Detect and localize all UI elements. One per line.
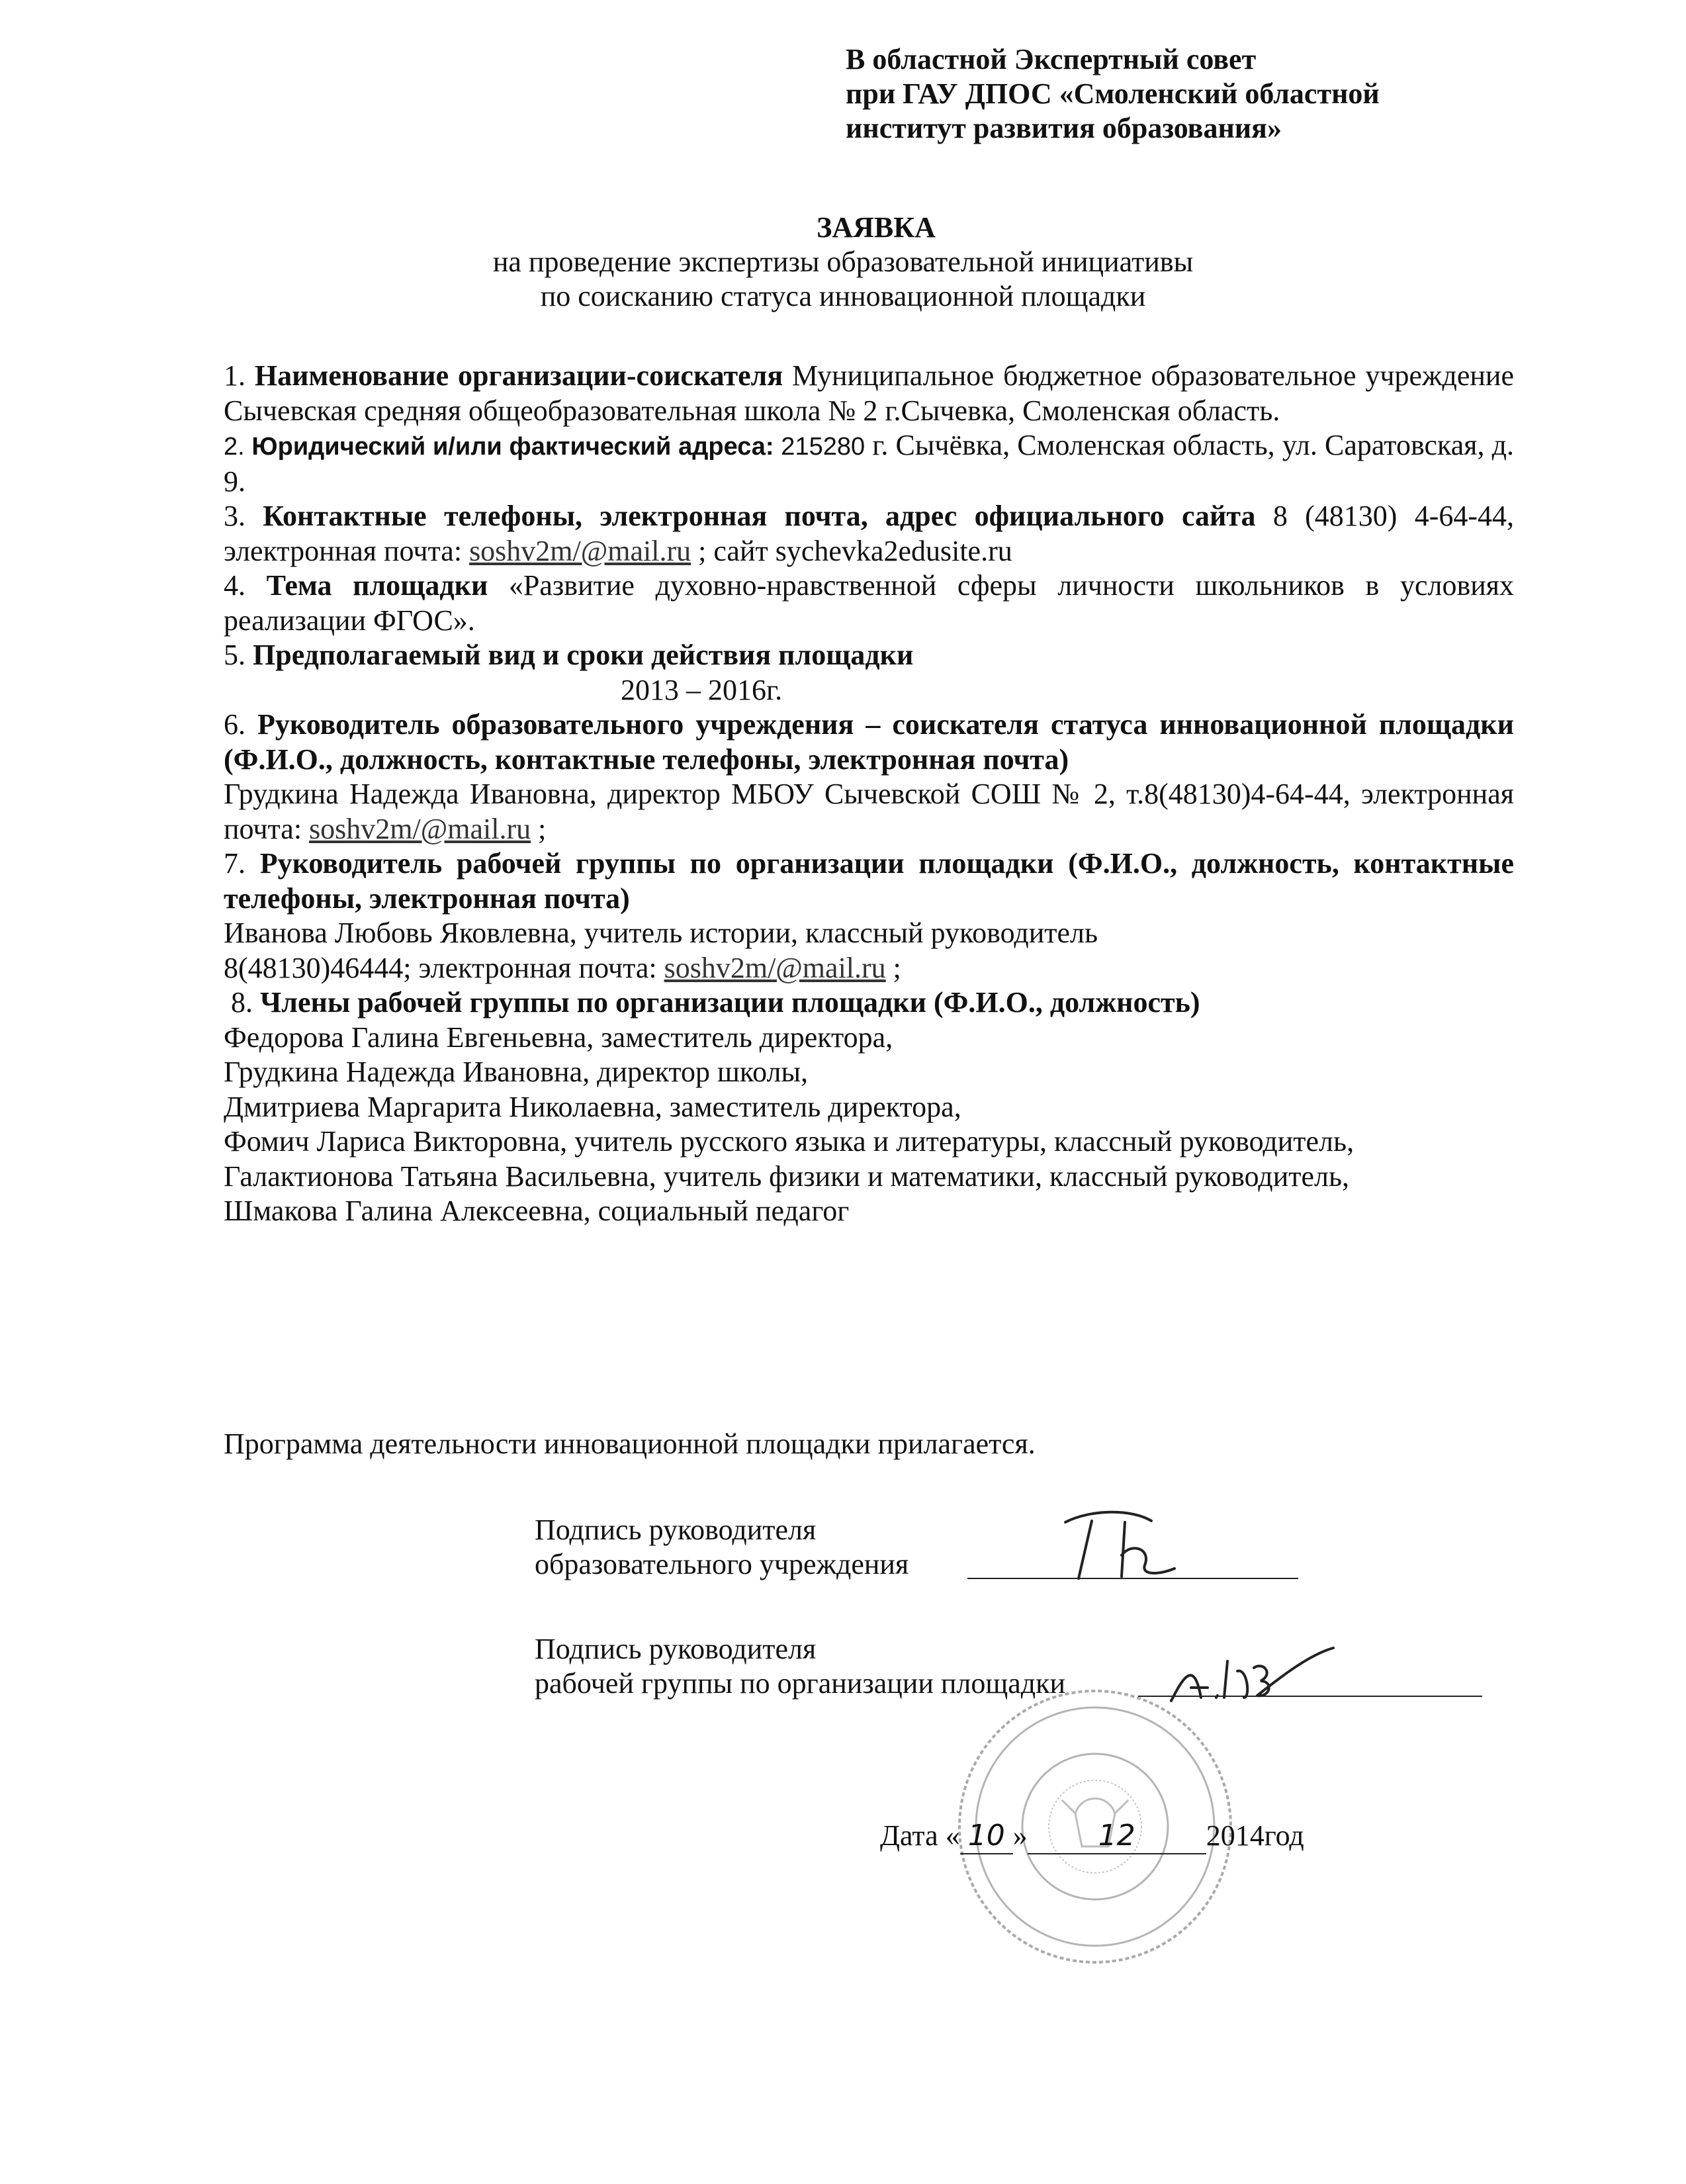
date-year: 2014год <box>1206 1819 1304 1852</box>
item-6-value: Грудкина Надежда Ивановна, директор МБОУ Сычевской СОШ № 2, т.8(48130)4-64-44, электронная почта: soshv2m/@mail.ru ; <box>224 778 1514 845</box>
item-6: 6. Руководитель образовательного учреждения – соискателя статуса инновационной площадки (Ф.И.О., должность, контактные телефоны, электронная почта) <box>224 708 1515 776</box>
item-4: 4. Тема площадки «Развитие духовно-нравственной сферы личности школьников в условиях реализации ФГОС». <box>224 569 1515 637</box>
item-5-label: Предполагаемый вид и сроки действия площадки <box>253 639 914 671</box>
addressee-line-2: при ГАУ ДПОС «Смоленский областной <box>846 77 1380 110</box>
document-title: ЗАЯВКА <box>817 211 936 244</box>
item-3-value: 8 (48130) 4-64-44, электронная почта: <box>224 500 1515 567</box>
member-item: Федорова Галина Евгеньевна, заместитель директора, <box>224 1021 893 1054</box>
document-subtitle-2: по соисканию статуса инновационной площадки <box>540 280 1146 312</box>
member-item: Дмитриева Маргарита Николаевна, заместитель директора, <box>224 1090 961 1123</box>
item-7-value-1: Иванова Любовь Яковлевна, учитель истории, классный руководитель <box>224 917 1098 949</box>
signature-1-line-1: Подпись руководителя <box>535 1514 817 1546</box>
item-8: 8. Члены рабочей группы по организации площадки (Ф.И.О., должность) <box>224 986 1200 1019</box>
item-6-email-link[interactable]: soshv2m/@mail.ru <box>309 812 531 845</box>
item-3: 3. Контактные телефоны, электронная почта, адрес официального сайта 8 (48130) 4-64-44, электронная почта: soshv2m/@mail.ru ; сайт sychevka2edusite.ru <box>224 500 1515 567</box>
item-7-value-2: 8(48130)46444; электронная почта: soshv2m/@mail.ru ; <box>224 951 901 984</box>
item-1-value: Муниципальное бюджетное образовательное учреждение Сычевская средняя общеобразовательная школа № 2 г.Сычевка, Смоленская область. <box>224 359 1514 427</box>
date-line <box>880 1819 1304 1854</box>
item-6-label: Руководитель образовательного учреждения – соискателя статуса инновационной площадки (Ф.И.О., должность, контактные телефоны, электронная почта) <box>224 708 1515 776</box>
item-7-email-link[interactable]: soshv2m/@mail.ru <box>664 951 886 984</box>
item-5-period: 2013 – 2016г. <box>621 673 783 706</box>
addressee-line-3: институт развития образования» <box>846 112 1282 144</box>
signature-1-line-2: образовательного учреждения <box>535 1548 909 1580</box>
title-block <box>0 210 1686 314</box>
members-list <box>224 1021 1514 1229</box>
item-1-label: Наименование организации-соискателя <box>254 359 783 392</box>
item-7: 7. Руководитель рабочей группы по организации площадки (Ф.И.О., должность, контактные телефоны, электронная почта) <box>224 847 1515 915</box>
form-body <box>224 359 1514 1229</box>
item-2-zip: 215280 <box>774 433 865 461</box>
date-month: 12 <box>1028 1819 1206 1854</box>
item-4-label: Тема площадки <box>266 569 488 602</box>
program-note: Программа деятельности инновационной площадки прилагается. <box>224 1428 1036 1460</box>
item-4-value: «Развитие духовно-нравственной сферы личности школьников в условиях реализации ФГОС». <box>224 569 1515 637</box>
item-2: 2. Юридический и/или фактический адреса: 215280 г. Сычёвка, Смоленская область, ул. Саратовская, д. 9. <box>224 429 1515 498</box>
item-8-label: Члены рабочей группы по организации площадки (Ф.И.О., должность) <box>260 986 1200 1019</box>
item-7-label: Руководитель рабочей группы по организации площадки (Ф.И.О., должность, контактные телефоны, электронная почта) <box>224 847 1515 915</box>
item-5: 5. Предполагаемый вид и сроки действия площадки <box>224 639 914 671</box>
date-separator: » <box>1012 1819 1028 1852</box>
item-3-email-link[interactable]: soshv2m/@mail.ru <box>469 534 691 567</box>
signature-block-director <box>535 1513 909 1582</box>
member-item: Фомич Лариса Викторовна, учитель русского языка и литературы, классный руководитель, <box>224 1125 1354 1158</box>
item-1: 1. Наименование организации-соискателя Муниципальное бюджетное образовательное учреждение Сычевская средняя общеобразовательная школа № 2 г.Сычевка, Смоленская область. <box>224 359 1514 427</box>
item-2-value: г. Сычёвка, Смоленская область, ул. Саратовская, д. 9. <box>224 429 1515 498</box>
member-item: Галактионова Татьяна Васильевна, учитель физики и математики, классный руководитель, <box>224 1160 1350 1193</box>
director-signature-icon <box>1052 1502 1178 1588</box>
date-day: 10 <box>960 1819 1013 1854</box>
signature-2-line-1: Подпись руководителя <box>535 1633 817 1665</box>
addressee-block <box>846 42 1380 146</box>
item-3-label: Контактные телефоны, электронная почта, адрес официального сайта <box>263 500 1256 532</box>
member-item: Шмакова Галина Алексеевна, социальный педагог <box>224 1195 850 1227</box>
member-item: Грудкина Надежда Ивановна, директор школы, <box>224 1056 809 1088</box>
addressee-line-1: В областной Экспертный совет <box>846 43 1257 75</box>
document-subtitle-1: на проведение экспертизы образовательной инициативы <box>492 246 1194 278</box>
item-2-label: Юридический и/или фактический адреса: <box>251 433 774 461</box>
date-prefix: Дата « <box>880 1819 960 1852</box>
signature-2-line-2: рабочей группы по организации площадки <box>535 1667 1066 1700</box>
